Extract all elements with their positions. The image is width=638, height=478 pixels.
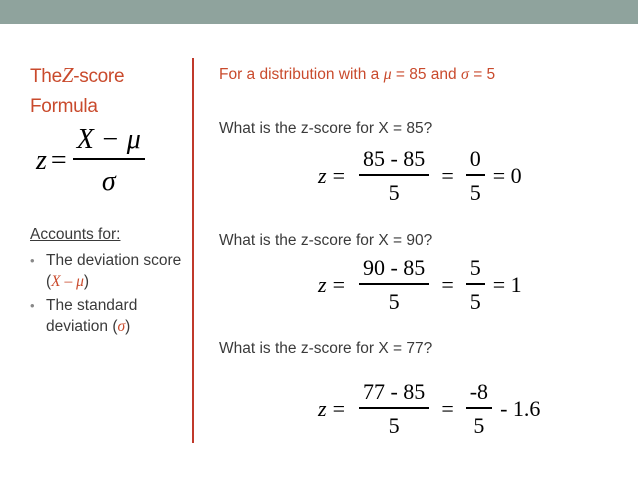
equation-1: z = $\frac{85 - 85}{5}$ = $\frac{0}{5}$ = 0 <box>318 146 522 205</box>
question-2: What is the z-score for X = 90? <box>219 232 433 249</box>
list-item: • The deviation score (X – μ) <box>30 250 190 292</box>
zscore-formula: z = $\frac{X - \mu}{\sigma}$ <box>36 126 145 196</box>
question-1: What is the z-score for X = 85? <box>219 120 433 137</box>
accounts-list <box>30 250 190 340</box>
question-3: What is the z-score for X = 77? <box>219 340 433 357</box>
accounts-for-heading: Accounts for: <box>30 226 121 243</box>
list-item: • The standard deviation (σ) <box>30 295 190 337</box>
equation-2: z = $\frac{90 - 85}{5}$ = $\frac{5}{5}$ = 1 <box>318 255 522 314</box>
vertical-divider <box>192 58 194 443</box>
equation-3: z = $\frac{77 - 85}{5}$ = $\frac{-8}{5}$ - 1.6 <box>318 379 541 438</box>
top-bar <box>0 0 638 24</box>
slide-title: TheZ-score Formula <box>30 63 125 117</box>
distribution-heading: For a distribution with a μ = 85 and σ = 5 <box>219 66 496 83</box>
